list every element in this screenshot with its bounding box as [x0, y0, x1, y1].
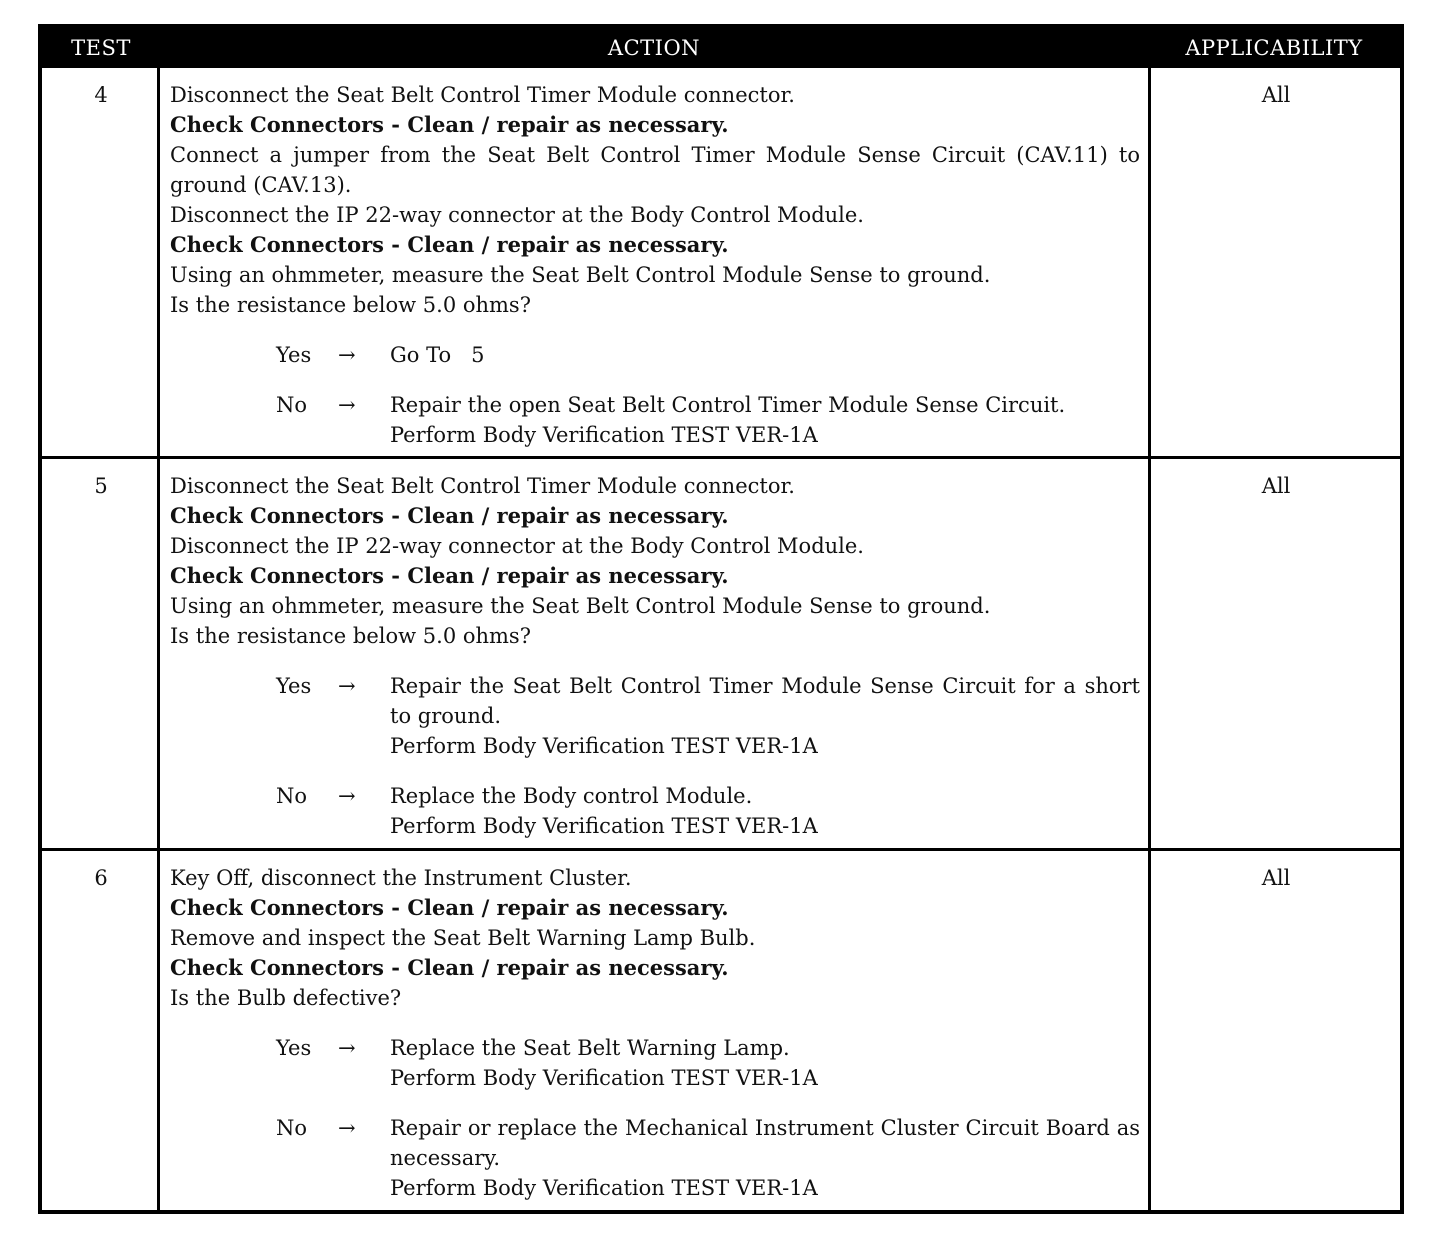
- action-line: Using an ohmmeter, measure the Seat Belt Control Module Sense to ground.: [170, 594, 991, 618]
- no-result-line: Perform Body Verification TEST VER-1A: [390, 423, 818, 447]
- no-label: No: [276, 1116, 308, 1140]
- action-line-bold: Check Connectors - Clean / repair as necessary.: [170, 503, 729, 528]
- no-result-line: Replace the Body control Module.: [390, 784, 753, 808]
- yes-label: Yes: [276, 674, 312, 698]
- arrow-icon: →: [338, 393, 356, 417]
- no-label: No: [276, 393, 308, 417]
- applicability-value: All: [1261, 474, 1291, 498]
- yes-result-line: Perform Body Verification TEST VER-1A: [390, 1066, 818, 1090]
- header-test: TEST: [71, 36, 131, 60]
- no-result-line: Perform Body Verification TEST VER-1A: [390, 814, 818, 838]
- action-line: Disconnect the IP 22-way connector at the Body Control Module.: [170, 534, 864, 558]
- no-label: No: [276, 784, 308, 808]
- action-line: Using an ohmmeter, measure the Seat Belt Control Module Sense to ground.: [170, 263, 991, 287]
- yes-label: Yes: [276, 1036, 312, 1060]
- action-line: Disconnect the Seat Belt Control Timer Module connector.: [170, 83, 795, 107]
- action-line: Disconnect the IP 22-way connector at the Body Control Module.: [170, 203, 864, 227]
- action-line: Remove and inspect the Seat Belt Warning Lamp Bulb.: [170, 926, 756, 950]
- arrow-icon: →: [338, 1036, 356, 1060]
- header-action: ACTION: [607, 36, 701, 60]
- test-number: 6: [94, 866, 108, 890]
- yes-result-line: Go To 5: [390, 343, 485, 367]
- no-result: [390, 781, 1140, 841]
- action-line-bold: Check Connectors - Clean / repair as necessary.: [170, 955, 729, 980]
- table-header: [42, 28, 1400, 68]
- no-branch: [170, 390, 1140, 450]
- yes-result-line: Repair the Seat Belt Control Timer Module Sense Circuit for a short to ground.: [390, 674, 1140, 728]
- yes-label: Yes: [276, 343, 312, 367]
- no-result: [390, 390, 1140, 450]
- no-branch: [170, 1113, 1140, 1203]
- yes-branch: [170, 671, 1140, 761]
- diagnostic-table: [38, 24, 1404, 1214]
- arrow-icon: →: [338, 784, 356, 808]
- yes-result-line: Replace the Seat Belt Warning Lamp.: [390, 1036, 790, 1060]
- header-applicability: APPLICABILITY: [1185, 36, 1363, 60]
- action-line: Disconnect the Seat Belt Control Timer Module connector.: [170, 474, 795, 498]
- arrow-icon: →: [338, 674, 356, 698]
- action-cell: [170, 80, 1140, 450]
- test-number: 4: [94, 83, 108, 107]
- action-line: Is the Bulb defective?: [170, 986, 402, 1010]
- action-line: Key Off, disconnect the Instrument Cluster.: [170, 866, 632, 890]
- no-branch: [170, 781, 1140, 841]
- table-row: [42, 459, 1400, 848]
- yes-result-line: Perform Body Verification TEST VER-1A: [390, 734, 818, 758]
- arrow-icon: →: [338, 343, 356, 367]
- no-result-line: Perform Body Verification TEST VER-1A: [390, 1176, 818, 1200]
- yes-branch: [170, 340, 1140, 370]
- action-line-bold: Check Connectors - Clean / repair as necessary.: [170, 563, 729, 588]
- action-cell: [170, 471, 1140, 841]
- applicability-value: All: [1261, 866, 1291, 890]
- table-row: [42, 68, 1400, 456]
- action-line-bold: Check Connectors - Clean / repair as necessary.: [170, 895, 729, 920]
- yes-result: [390, 1033, 1140, 1093]
- no-result: [390, 1113, 1140, 1203]
- applicability-value: All: [1261, 83, 1291, 107]
- yes-branch: [170, 1033, 1140, 1093]
- yes-result: [390, 340, 1140, 370]
- no-result-line: Repair or replace the Mechanical Instrument Cluster Circuit Board as necessary.: [390, 1116, 1140, 1170]
- action-line: Connect a jumper from the Seat Belt Control Timer Module Sense Circuit (CAV.11) to ground (CAV.13).: [170, 143, 1140, 197]
- action-line-bold: Check Connectors - Clean / repair as necessary.: [170, 112, 729, 137]
- test-number: 5: [94, 474, 108, 498]
- action-line: Is the resistance below 5.0 ohms?: [170, 293, 531, 317]
- action-cell: [170, 863, 1140, 1203]
- arrow-icon: →: [338, 1116, 356, 1140]
- action-line: Is the resistance below 5.0 ohms?: [170, 624, 531, 648]
- table-row: [42, 851, 1400, 1210]
- yes-result: [390, 671, 1140, 761]
- no-result-line: Repair the open Seat Belt Control Timer Module Sense Circuit.: [390, 393, 1066, 417]
- action-line-bold: Check Connectors - Clean / repair as necessary.: [170, 232, 729, 257]
